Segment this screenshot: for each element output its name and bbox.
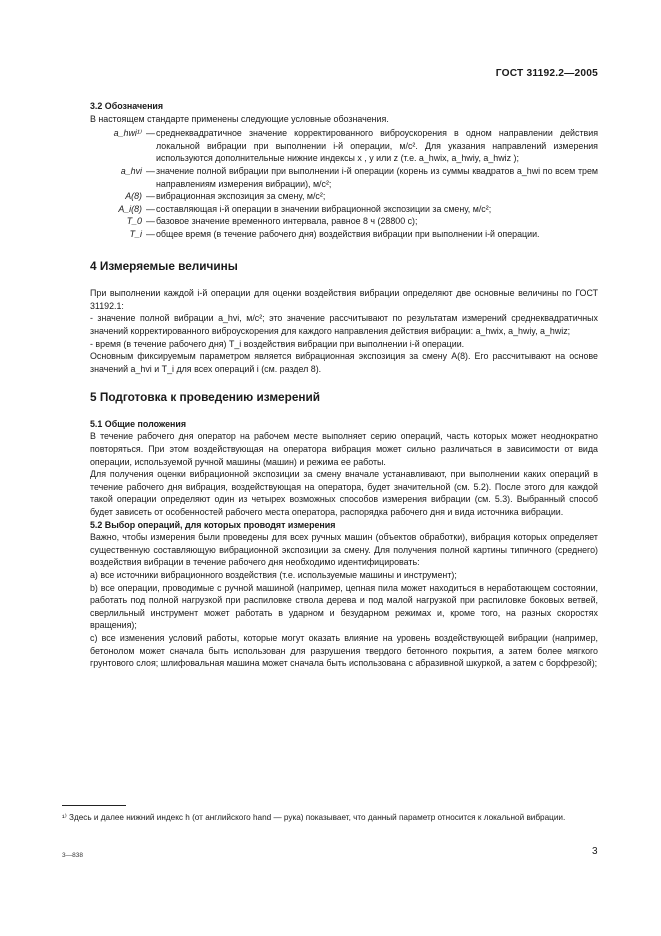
definition-dash: — — [146, 128, 155, 139]
section-5-1-paragraph: В течение рабочего дня оператор на рабочем месте выполняет серию операций, часть которых может неоднократно повторяться. При этом воздействующая на оператора вибрация может сильно различаться в зависимости от вида операции, используемой ручной машины (машин) и режима ее работы. — [90, 431, 598, 467]
definition-symbol: A_i(8) — [118, 203, 142, 214]
definition-item — [90, 203, 598, 216]
list-item-b: b) все операции, проводимые с ручной машиной (например, цепная пила может находиться в неработающем состоянии, работать под полной нагрузкой при распиловке ствола дерева и под малой нагрузкой при распиловке боковых ветвей, сверлильный инструмент может работать в ударном и безударном режимах и, кроме того, на разных скоростях вращения); — [90, 582, 598, 631]
standard-header: ГОСТ 31192.2—2005 — [495, 68, 598, 79]
definition-dash: — — [146, 191, 155, 202]
section-4-paragraph: - время (в течение рабочего дня) T_i воздействия вибрации при выполнении i-й операции. — [90, 338, 465, 349]
section-3-2-title: 3.2 Обозначения — [90, 101, 164, 111]
definition-dash: — — [146, 203, 155, 214]
definition-item — [90, 228, 598, 241]
definition-symbol: T_i — [129, 228, 142, 239]
page-number: 3 — [592, 846, 598, 857]
definition-dash: — — [146, 216, 155, 227]
section-4-title: 4 Измеряемые величины — [90, 258, 238, 273]
list-item-a: a) все источники вибрационного воздействия (т.е. используемые машины и инструмент); — [90, 570, 457, 580]
main-content — [90, 100, 598, 670]
definition-dash: — — [146, 228, 155, 239]
footnote-divider — [62, 805, 126, 806]
section-5-1-title: 5.1 Общие положения — [90, 418, 187, 429]
footnote: ¹⁾ Здесь и далее нижний индекс h (от английского hand — рука) показывает, что данный параметр относится к локальной вибрации. — [62, 813, 566, 822]
definition-text: составляющая i-й операции в значении вибрационной экспозиции за смену, м/с²; — [156, 203, 492, 214]
definition-text: базовое значение временного интервала, равное 8 ч (28800 с); — [156, 216, 418, 227]
definition-item — [90, 165, 598, 190]
print-code: 3—838 — [62, 852, 83, 859]
definition-dash: — — [146, 165, 155, 176]
list-item-c: c) все изменения условий работы, которые могут оказать влияние на уровень воздействующей вибрации (например, бетонолом может сначала быть использован для разрушения твердого бетонного покрытия, а затем более мягкого грунтового слоя; шлифовальная машина может сначала быть использована с абразивной шкуркой, а затем с борфрезой); — [90, 632, 598, 669]
section-4-paragraph: Основным фиксируемым параметром является вибрационная экспозиция за смену A(8). Его рассчитывают на основе значений a_hvi и T_i для всех операций i (см. раздел 8). — [90, 351, 598, 374]
definitions-list — [90, 127, 598, 240]
section-5-title: 5 Подготовка к проведению измерений — [90, 390, 321, 405]
section-4-paragraph: - значение полной вибрации a_hvi, м/с²; это значение рассчитывают по результатам измерений среднеквадратичных значений корректированного виброускорения для каждого направления действия вибрации: a_hwix, a_hwiy, a_hwiz; — [90, 313, 598, 336]
definition-symbol: a_hvi — [120, 165, 142, 176]
definition-symbol: T_0 — [126, 216, 142, 227]
definition-symbol: A(8) — [125, 191, 142, 202]
definition-item — [90, 215, 598, 228]
section-5-2-paragraph: Важно, чтобы измерения были проведены для всех ручных машин (объектов обработки), вибрация которых определяет существенную составляющую вибрационной экспозиции за смену. Для получения полной картины типичного (среднего) воздействия вибрации в течение рабочего дня необходимо идентифицировать: — [90, 532, 598, 568]
section-5-2-title: 5.2 Выбор операций, для которых проводят измерения — [90, 519, 336, 530]
definition-text: среднеквадратичное значение корректированного виброускорения в одном направлении действия локальной вибрации при выполнении i-й операции, м/с². Для указания направлений измерения используются дополнительные нижние индексы x , y или z (т.е. a_hwix, a_hwiy, a_hwiz ); — [156, 128, 598, 164]
section-4-paragraph: При выполнении каждой i-й операции для оценки воздействия вибрации определяют две основные величины по ГОСТ 31192.1: — [90, 288, 598, 311]
section-5-1-paragraph: Для получения оценки вибрационной экспозиции за смену вначале устанавливают, при выполнении каких операций в течение рабочего дня вибрация, воздействующая на оператора, будет значительной (см. 5.2). После этого для каждой такой операции определяют один из четырех возможных способов измерения вибрации (см. 5.3). Выбранный способ будет зависеть от особенностей рабочего места оператора, распорядка рабочего дня и вида источника вибрации. — [90, 469, 598, 518]
definition-item — [90, 190, 598, 203]
definition-item — [90, 127, 598, 165]
definition-text: общее время (в течение рабочего дня) воздействия вибрации при выполнении i-й операции. — [156, 228, 540, 239]
definition-text: значение полной вибрации при выполнении i-й операции (корень из суммы квадратов a_hwi по всем трем направлениям измерения вибрации), м/с²; — [156, 165, 598, 189]
section-3-2-intro: В настоящем стандарте применены следующие условные обозначения. — [90, 113, 389, 124]
definition-symbol: a_hwi¹⁾ — [113, 128, 142, 139]
definition-text: вибрационная экспозиция за смену, м/с²; — [156, 191, 326, 202]
